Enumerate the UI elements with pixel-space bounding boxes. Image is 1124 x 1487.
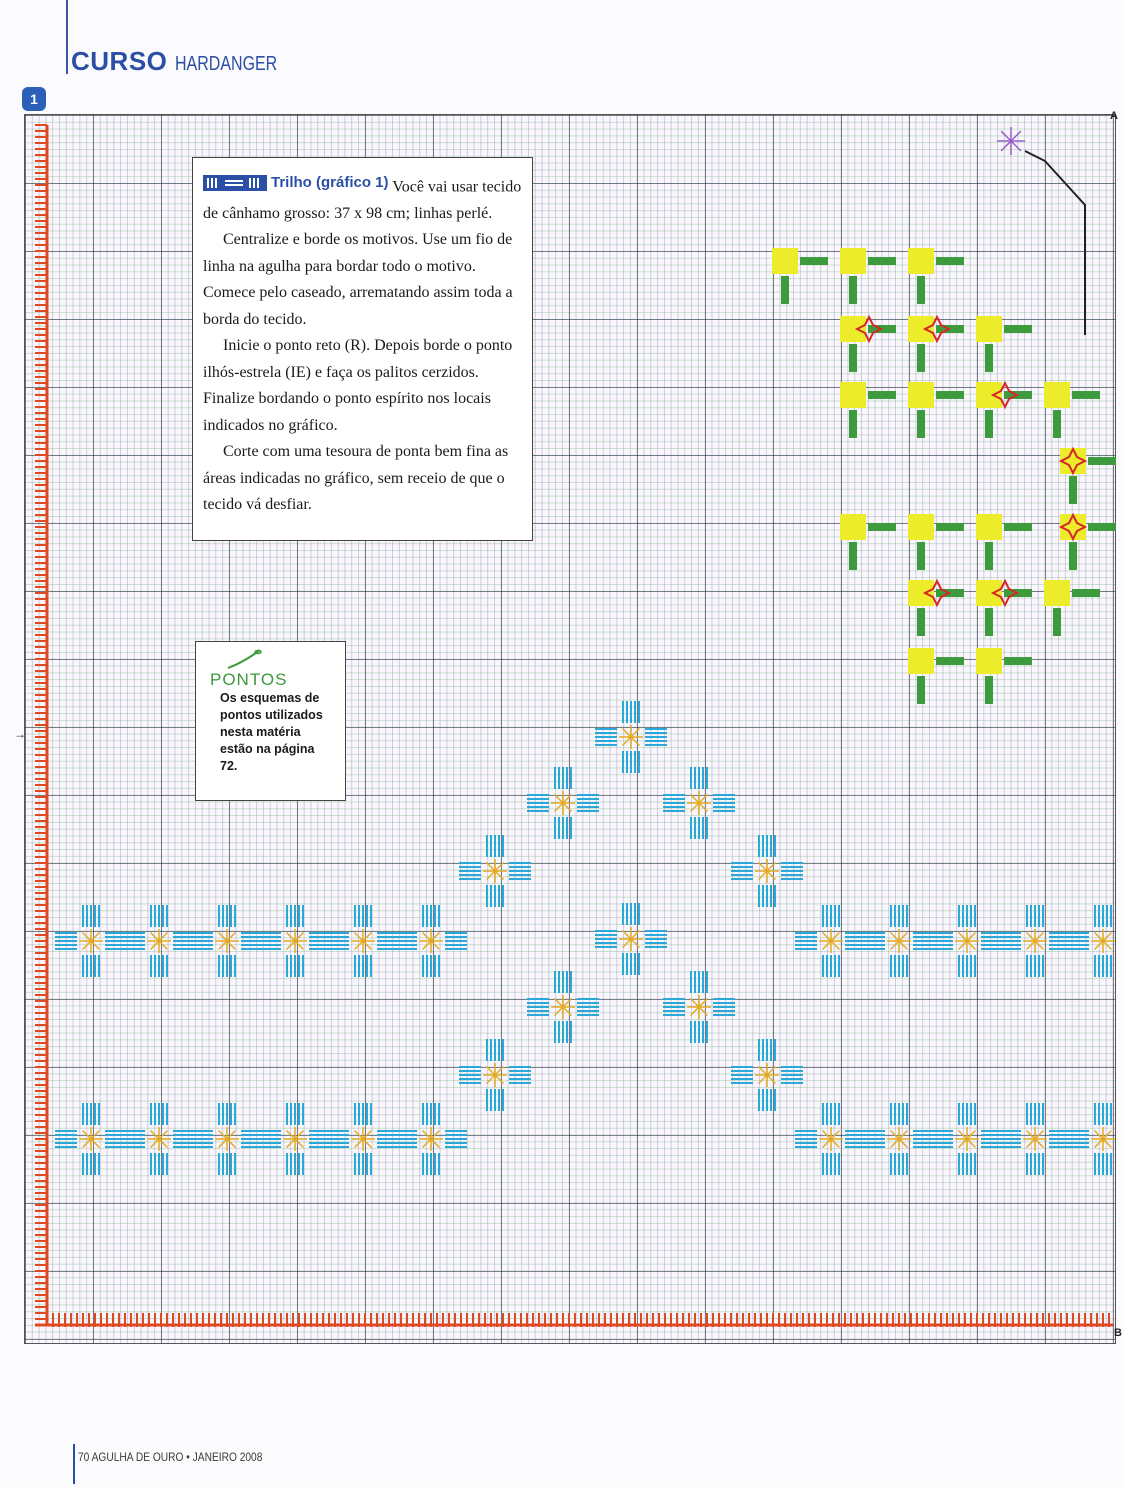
- eyelet-star: [431, 933, 439, 941]
- eyelet-star: [1035, 1131, 1043, 1139]
- cut-area: [908, 648, 934, 674]
- cut-area: [840, 316, 866, 342]
- eyelet-star: [699, 803, 707, 811]
- eyelet-star: [759, 1067, 767, 1075]
- cut-area: [908, 316, 934, 342]
- eyelet-star: [767, 871, 775, 879]
- eyelet-star: [1095, 1131, 1103, 1139]
- woven-bar: [917, 542, 925, 570]
- page-header: [71, 46, 303, 77]
- woven-bar: [849, 276, 857, 304]
- eyelet-star: [151, 1131, 159, 1139]
- woven-bar: [1072, 391, 1100, 399]
- eyelet-star: [295, 1131, 303, 1139]
- woven-bar: [936, 523, 964, 531]
- cut-area: [976, 316, 1002, 342]
- eyelet-star: [423, 1139, 431, 1147]
- eyelet-star: [227, 933, 235, 941]
- eyelet-star: [1095, 941, 1103, 949]
- eyelet-star: [899, 1139, 907, 1147]
- eyelet-star: [363, 941, 371, 949]
- cut-area: [1060, 514, 1086, 540]
- woven-bar: [849, 344, 857, 372]
- eyelet-star: [555, 1007, 563, 1015]
- cut-area: [772, 248, 798, 274]
- eyelet-star: [563, 1007, 571, 1015]
- eyelet-star: [891, 933, 899, 941]
- eyelet-star: [227, 1139, 235, 1147]
- eyelet-star: [767, 1067, 775, 1075]
- eyelet-star: [1103, 933, 1111, 941]
- eyelet-star: [431, 941, 439, 949]
- eyelet-star: [967, 1139, 975, 1147]
- woven-bar: [936, 391, 964, 399]
- eyelet-star: [431, 1139, 439, 1147]
- woven-bar: [936, 257, 964, 265]
- stitch-legend-icon: [203, 175, 267, 191]
- woven-bar: [868, 523, 896, 531]
- cut-area: [908, 382, 934, 408]
- eyelet-star: [363, 933, 371, 941]
- eyelet-star: [1035, 933, 1043, 941]
- eyelet-star: [631, 729, 639, 737]
- eyelet-star: [219, 933, 227, 941]
- eyelet-star: [1095, 1139, 1103, 1147]
- instructions-title: Trilho (gráfico 1): [271, 174, 389, 191]
- eyelet-star: [227, 1131, 235, 1139]
- eyelet-star: [487, 1075, 495, 1083]
- eyelet-star: [363, 1131, 371, 1139]
- woven-bar: [917, 344, 925, 372]
- eyelet-star: [767, 1075, 775, 1083]
- eyelet-star: [831, 933, 839, 941]
- start-marker-star: [1001, 141, 1011, 151]
- woven-bar: [1004, 325, 1032, 333]
- cut-area: [976, 580, 1002, 606]
- eyelet-star: [555, 803, 563, 811]
- eyelet-star: [631, 939, 639, 947]
- eyelet-star: [623, 729, 631, 737]
- eyelet-star: [699, 795, 707, 803]
- eyelet-star: [691, 795, 699, 803]
- page-rule: [66, 0, 68, 74]
- woven-bar: [917, 608, 925, 636]
- woven-bar: [1088, 457, 1116, 465]
- woven-bar: [849, 542, 857, 570]
- eyelet-star: [495, 1075, 503, 1083]
- instructions-paragraph-3: Inicie o ponto reto (R). Depois borde o ponto ilhós-estrela (IE) e faça os palitos cerzidos. Finalize bordando o ponto espírito nos locais indicados no gráfico.: [203, 337, 513, 434]
- cut-area: [840, 514, 866, 540]
- woven-bar: [849, 410, 857, 438]
- eyelet-star: [959, 941, 967, 949]
- eyelet-star: [563, 803, 571, 811]
- woven-bar: [800, 257, 828, 265]
- eyelet-star: [899, 933, 907, 941]
- eyelet-star: [623, 737, 631, 745]
- eyelet-star: [1103, 941, 1111, 949]
- eyelet-star: [83, 941, 91, 949]
- eyelet-star: [91, 941, 99, 949]
- woven-bar: [1069, 542, 1077, 570]
- page-footer: 70 AGULHA DE OURO • JANEIRO 2008: [78, 1450, 263, 1464]
- woven-bar: [781, 276, 789, 304]
- eyelet-star: [423, 1131, 431, 1139]
- start-marker-star: [1011, 141, 1021, 151]
- eyelet-star: [91, 1131, 99, 1139]
- eyelet-star: [967, 941, 975, 949]
- eyelet-star: [1027, 941, 1035, 949]
- eyelet-star: [623, 939, 631, 947]
- eyelet-star: [691, 803, 699, 811]
- cut-area: [976, 514, 1002, 540]
- eyelet-star: [83, 1139, 91, 1147]
- chart-marker-a: A: [1110, 110, 1118, 122]
- eyelet-star: [355, 1139, 363, 1147]
- eyelet-star: [287, 1139, 295, 1147]
- eyelet-star: [355, 933, 363, 941]
- eyelet-star: [759, 1075, 767, 1083]
- eyelet-star: [631, 931, 639, 939]
- eyelet-star: [1035, 1139, 1043, 1147]
- eyelet-star: [355, 941, 363, 949]
- eyelet-star: [891, 941, 899, 949]
- eyelet-star: [355, 1131, 363, 1139]
- instructions-paragraph-2: Centralize e borde os motivos. Use um fio de linha na agulha para bordar todo o motivo. Comece pelo caseado, arrematando assim toda a borda do tecido.: [203, 231, 513, 328]
- eyelet-star: [91, 933, 99, 941]
- eyelet-star: [1095, 933, 1103, 941]
- eyelet-star: [831, 1139, 839, 1147]
- eyelet-star: [823, 933, 831, 941]
- chart-number-badge: 1: [22, 87, 46, 111]
- eyelet-star: [623, 931, 631, 939]
- eyelet-star: [83, 1131, 91, 1139]
- eyelet-star: [555, 999, 563, 1007]
- eyelet-star: [967, 933, 975, 941]
- woven-bar: [1088, 523, 1116, 531]
- eyelet-star: [1027, 933, 1035, 941]
- needle-icon: [224, 648, 264, 670]
- eyelet-star: [899, 1131, 907, 1139]
- eyelet-star: [151, 933, 159, 941]
- cut-area: [976, 382, 1002, 408]
- woven-bar: [985, 410, 993, 438]
- eyelet-star: [691, 1007, 699, 1015]
- eyelet-star: [487, 1067, 495, 1075]
- chart-marker-b: B: [1114, 1327, 1122, 1339]
- woven-bar: [917, 276, 925, 304]
- eyelet-star: [295, 941, 303, 949]
- cut-area: [976, 648, 1002, 674]
- eyelet-star: [959, 1139, 967, 1147]
- eyelet-star: [563, 999, 571, 1007]
- eyelet-star: [159, 1139, 167, 1147]
- eyelet-star: [431, 1131, 439, 1139]
- eyelet-star: [767, 863, 775, 871]
- eyelet-star: [823, 941, 831, 949]
- eyelet-star: [295, 933, 303, 941]
- start-marker-star: [1001, 131, 1011, 141]
- eyelet-star: [563, 795, 571, 803]
- eyelet-star: [959, 1131, 967, 1139]
- cut-area: [908, 514, 934, 540]
- eyelet-star: [219, 941, 227, 949]
- eyelet-star: [487, 863, 495, 871]
- eyelet-star: [91, 1139, 99, 1147]
- eyelet-star: [295, 1139, 303, 1147]
- woven-bar: [985, 344, 993, 372]
- woven-bar: [985, 676, 993, 704]
- eyelet-star: [363, 1139, 371, 1147]
- eyelet-star: [891, 1139, 899, 1147]
- eyelet-star: [151, 941, 159, 949]
- eyelet-star: [287, 1131, 295, 1139]
- cut-area: [908, 248, 934, 274]
- eyelet-star: [699, 999, 707, 1007]
- instructions-paragraph-4: Corte com uma tesoura de ponta bem fina as áreas indicadas no gráfico, sem receio de que o tecido vá desfiar.: [203, 443, 509, 514]
- woven-bar: [1004, 657, 1032, 665]
- woven-bar: [868, 391, 896, 399]
- woven-bar: [917, 676, 925, 704]
- eyelet-star: [631, 737, 639, 745]
- embroidery-chart: [24, 114, 1116, 1344]
- cut-area: [1060, 448, 1086, 474]
- woven-bar: [1004, 523, 1032, 531]
- eyelet-star: [423, 933, 431, 941]
- stitches-note-title: PONTOS: [210, 670, 288, 689]
- cut-area: [840, 248, 866, 274]
- woven-bar: [917, 410, 925, 438]
- woven-bar: [1072, 589, 1100, 597]
- eyelet-star: [899, 941, 907, 949]
- eyelet-star: [555, 795, 563, 803]
- eyelet-star: [495, 863, 503, 871]
- eyelet-star: [759, 863, 767, 871]
- eyelet-star: [219, 1131, 227, 1139]
- eyelet-star: [487, 871, 495, 879]
- start-guide-line: [1025, 151, 1085, 335]
- eyelet-star: [823, 1139, 831, 1147]
- eyelet-star: [831, 1131, 839, 1139]
- eyelet-star: [423, 941, 431, 949]
- start-marker-star: [1011, 131, 1021, 141]
- stitches-note-text: Os esquemas de pontos utilizados nesta matéria estão na página 72.: [220, 691, 323, 773]
- eyelet-star: [159, 933, 167, 941]
- eyelet-star: [967, 1131, 975, 1139]
- eyelet-star: [227, 941, 235, 949]
- woven-bar: [936, 657, 964, 665]
- cut-area: [1044, 580, 1070, 606]
- eyelet-star: [759, 871, 767, 879]
- eyelet-star: [831, 941, 839, 949]
- eyelet-star: [1027, 1131, 1035, 1139]
- center-arrow-icon: →: [14, 727, 26, 741]
- eyelet-star: [159, 941, 167, 949]
- eyelet-star: [495, 1067, 503, 1075]
- eyelet-star: [891, 1131, 899, 1139]
- eyelet-star: [287, 941, 295, 949]
- cut-area: [840, 382, 866, 408]
- eyelet-star: [1027, 1139, 1035, 1147]
- woven-bar: [985, 608, 993, 636]
- eyelet-star: [691, 999, 699, 1007]
- woven-bar: [868, 257, 896, 265]
- woven-bar: [985, 542, 993, 570]
- woven-bar: [1053, 410, 1061, 438]
- instructions-intro: Você vai usar tecido de cânhamo grosso: 37 x 98 cm; linhas perlé.: [203, 178, 522, 222]
- instructions-box: [192, 157, 533, 541]
- eyelet-star: [159, 1131, 167, 1139]
- eyelet-star: [287, 933, 295, 941]
- chart-motifs: [25, 115, 1117, 1345]
- woven-bar: [1069, 476, 1077, 504]
- eyelet-star: [1103, 1131, 1111, 1139]
- eyelet-star: [1103, 1139, 1111, 1147]
- eyelet-star: [959, 933, 967, 941]
- eyelet-star: [83, 933, 91, 941]
- eyelet-star: [151, 1139, 159, 1147]
- eyelet-star: [823, 1131, 831, 1139]
- eyelet-star: [219, 1139, 227, 1147]
- stitches-note-box: [195, 641, 346, 801]
- cut-area: [908, 580, 934, 606]
- topic-title: HARDANGER: [175, 53, 278, 75]
- cut-area: [1044, 382, 1070, 408]
- eyelet-star: [1035, 941, 1043, 949]
- section-title: CURSO: [71, 46, 168, 76]
- eyelet-star: [699, 1007, 707, 1015]
- footer-rule: [73, 1444, 75, 1484]
- eyelet-star: [495, 871, 503, 879]
- woven-bar: [1053, 608, 1061, 636]
